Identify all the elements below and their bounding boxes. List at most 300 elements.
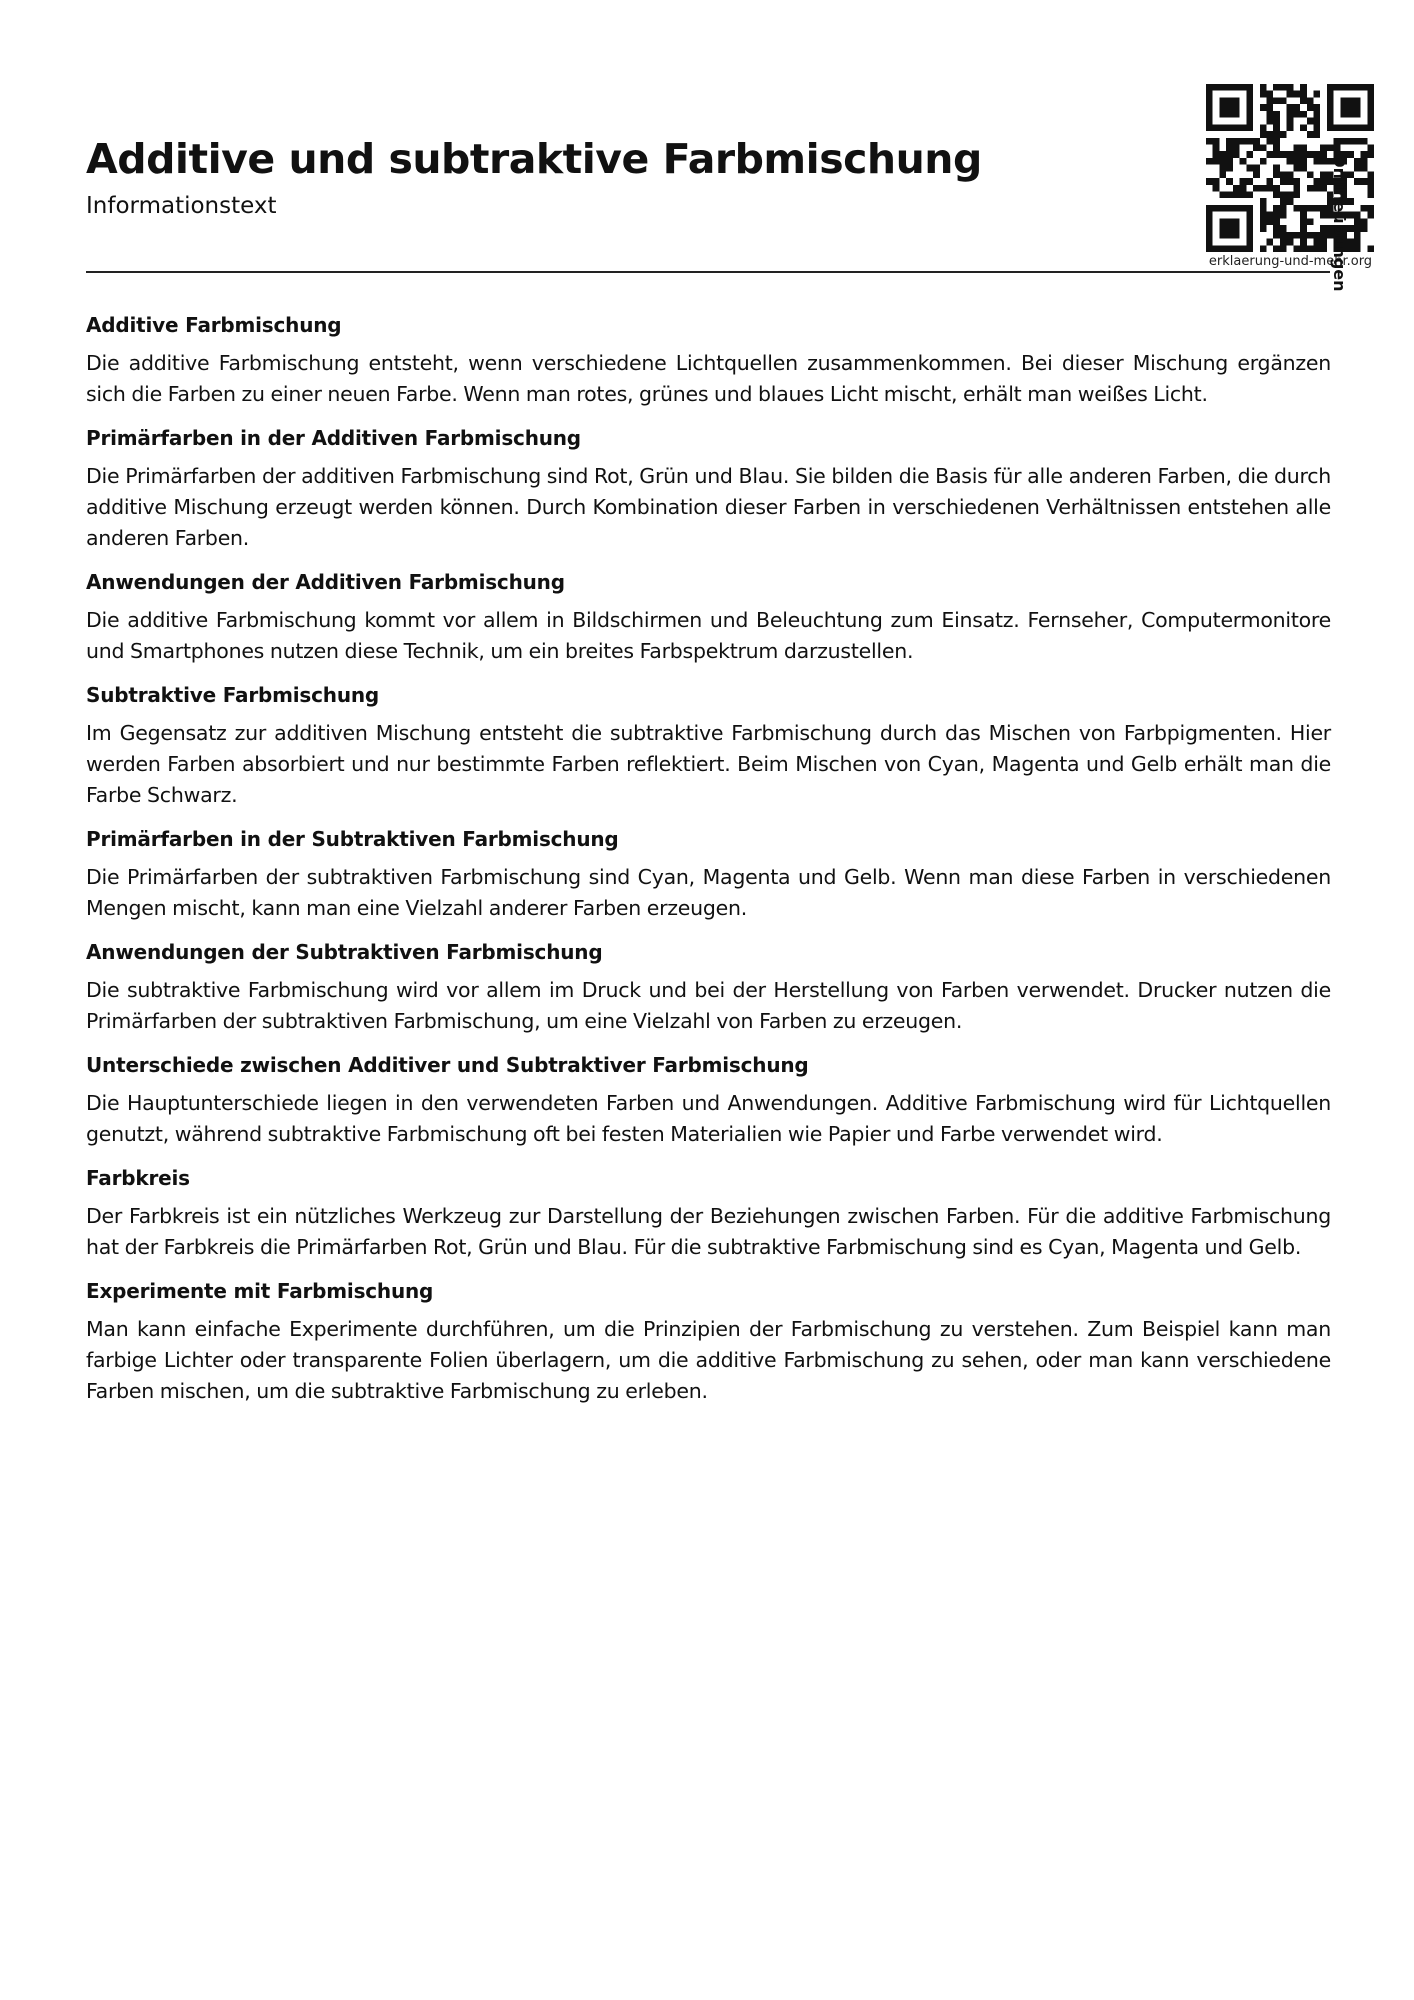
qr-module (1260, 91, 1267, 98)
qr-module (1246, 138, 1253, 145)
qr-module (1273, 97, 1280, 104)
qr-module (1240, 158, 1247, 165)
qr-module (1307, 218, 1314, 225)
qr-module (1246, 84, 1253, 91)
qr-module (1300, 158, 1307, 165)
section-heading: Primärfarben in der Subtraktiven Farbmischung (86, 827, 619, 851)
qr-module (1307, 171, 1314, 178)
qr-module (1307, 151, 1314, 158)
qr-module (1293, 111, 1300, 118)
qr-module (1266, 91, 1273, 98)
qr-module (1266, 178, 1273, 185)
qr-module (1206, 138, 1213, 145)
qr-module (1219, 205, 1226, 212)
qr-module (1327, 144, 1334, 151)
qr-module (1334, 124, 1341, 131)
qr-module (1354, 104, 1361, 111)
qr-module (1280, 232, 1287, 239)
qr-module (1226, 158, 1233, 165)
qr-module (1340, 97, 1347, 104)
qr-module (1233, 151, 1240, 158)
qr-module (1307, 232, 1314, 239)
qr-module (1266, 111, 1273, 118)
qr-module (1287, 198, 1294, 205)
qr-module (1273, 185, 1280, 192)
qr-module (1273, 144, 1280, 151)
qr-module (1266, 97, 1273, 104)
qr-module (1213, 205, 1220, 212)
qr-module (1246, 239, 1253, 246)
qr-module (1280, 97, 1287, 104)
qr-module (1293, 245, 1300, 252)
qr-module (1246, 111, 1253, 118)
qr-module (1300, 97, 1307, 104)
section-color-wheel (86, 1163, 1331, 1263)
qr-module (1280, 151, 1287, 158)
qr-module (1280, 84, 1287, 91)
qr-module (1246, 232, 1253, 239)
qr-module (1233, 185, 1240, 192)
qr-module (1327, 97, 1334, 104)
qr-module (1361, 178, 1368, 185)
qr-module (1293, 104, 1300, 111)
section-heading: Experimente mit Farbmischung (86, 1279, 434, 1303)
qr-module (1266, 118, 1273, 125)
qr-module (1233, 111, 1240, 118)
qr-module (1219, 97, 1226, 104)
qr-module (1307, 118, 1314, 125)
qr-module (1293, 232, 1300, 239)
qr-module (1219, 124, 1226, 131)
qr-module (1219, 232, 1226, 239)
qr-module (1367, 171, 1374, 178)
qr-module (1246, 151, 1253, 158)
qr-module (1246, 225, 1253, 232)
qr-module (1213, 84, 1220, 91)
qr-module (1367, 91, 1374, 98)
section-additive (86, 310, 1331, 410)
qr-module (1266, 218, 1273, 225)
qr-module (1226, 104, 1233, 111)
qr-module (1280, 212, 1287, 219)
qr-module (1300, 205, 1307, 212)
qr-module (1340, 84, 1347, 91)
qr-module (1293, 185, 1300, 192)
qr-module (1293, 91, 1300, 98)
qr-module (1219, 171, 1226, 178)
qr-module (1354, 158, 1361, 165)
qr-module (1233, 104, 1240, 111)
qr-module (1354, 212, 1361, 219)
qr-module (1240, 192, 1247, 199)
qr-module (1300, 91, 1307, 98)
qr-module (1233, 97, 1240, 104)
qr-module (1233, 192, 1240, 199)
qr-module (1206, 124, 1213, 131)
qr-module (1314, 104, 1321, 111)
qr-module (1273, 84, 1280, 91)
qr-module (1300, 165, 1307, 172)
qr-module (1367, 151, 1374, 158)
qr-module (1367, 245, 1374, 252)
qr-module (1226, 192, 1233, 199)
qr-module (1293, 151, 1300, 158)
qr-module (1226, 165, 1233, 172)
qr-module (1367, 118, 1374, 125)
qr-module (1354, 225, 1361, 232)
qr-module (1233, 245, 1240, 252)
qr-module (1314, 185, 1321, 192)
qr-side-label: Onlineübungen (1330, 154, 1349, 292)
qr-module (1354, 239, 1361, 246)
section-additive-primaries (86, 423, 1331, 554)
qr-module (1240, 205, 1247, 212)
qr-module (1287, 239, 1294, 246)
qr-module (1273, 131, 1280, 138)
qr-module (1246, 245, 1253, 252)
qr-module (1280, 198, 1287, 205)
section-heading: Subtraktive Farbmischung (86, 683, 380, 707)
qr-module (1246, 104, 1253, 111)
qr-module (1367, 192, 1374, 199)
qr-module (1287, 178, 1294, 185)
qr-module (1314, 239, 1321, 246)
qr-module (1206, 158, 1213, 165)
qr-module (1273, 218, 1280, 225)
qr-module (1273, 225, 1280, 232)
qr-module (1300, 225, 1307, 232)
qr-module (1233, 232, 1240, 239)
qr-module (1367, 212, 1374, 219)
qr-module (1273, 212, 1280, 219)
header-divider (86, 271, 1330, 273)
qr-module (1206, 205, 1213, 212)
section-paragraph: Die subtraktive Farbmischung wird vor allem im Druck und bei der Herstellung von Farben verwendet. Drucker nutzen die Primärfarben der subtraktiven Farbmischung, um eine Vielzahl von Farben zu erzeugen. (86, 978, 1331, 1033)
qr-module (1361, 165, 1368, 172)
qr-module (1354, 218, 1361, 225)
qr-module (1233, 205, 1240, 212)
qr-module (1266, 239, 1273, 246)
qr-module (1233, 138, 1240, 145)
qr-module (1361, 225, 1368, 232)
section-heading: Additive Farbmischung (86, 313, 342, 337)
document-body (86, 310, 1331, 1420)
qr-module (1226, 151, 1233, 158)
qr-module (1287, 232, 1294, 239)
section-paragraph: Die Primärfarben der subtraktiven Farbmischung sind Cyan, Magenta und Gelb. Wenn man diese Farben in verschiedenen Mengen mischt, kann man eine Vielzahl anderer Farben erzeugen. (86, 865, 1331, 920)
qr-module (1327, 104, 1334, 111)
section-paragraph: Die additive Farbmischung entsteht, wenn verschiedene Lichtquellen zusammenkommen. Bei dieser Mischung ergänzen sich die Farben zu einer neuen Farbe. Wenn man rotes, grünes und blaues Licht mischt, erhält man weißes Licht. (86, 351, 1331, 406)
qr-module (1300, 212, 1307, 219)
qr-module (1240, 245, 1247, 252)
qr-module (1266, 212, 1273, 219)
qr-module (1226, 84, 1233, 91)
qr-module (1273, 245, 1280, 252)
qr-module (1233, 218, 1240, 225)
qr-module (1340, 104, 1347, 111)
section-additive-applications (86, 567, 1331, 667)
qr-module (1206, 118, 1213, 125)
qr-module (1300, 232, 1307, 239)
section-paragraph: Man kann einfache Experimente durchführen, um die Prinzipien der Farbmischung zu verstehen. Zum Beispiel kann man farbige Lichter oder transparente Folien überlagern, um die additive Farbmischung zu sehen, oder man kann verschiedene Farben mischen, um die subtraktive Farbmischung zu erleben. (86, 1317, 1331, 1403)
qr-module (1226, 138, 1233, 145)
qr-module (1240, 138, 1247, 145)
qr-module (1260, 198, 1267, 205)
qr-module (1280, 131, 1287, 138)
qr-module (1219, 84, 1226, 91)
qr-module (1347, 104, 1354, 111)
qr-module (1354, 165, 1361, 172)
qr-module (1226, 97, 1233, 104)
qr-module (1253, 171, 1260, 178)
section-paragraph: Die additive Farbmischung kommt vor allem in Bildschirmen und Beleuchtung zum Einsatz. Fernseher, Computermonitore und Smartphones nutzen diese Technik, um ein breites Farbspektrum darzustellen. (86, 608, 1331, 663)
qr-module (1293, 144, 1300, 151)
qr-module (1233, 144, 1240, 151)
qr-url-label[interactable]: erklaerung-und-mehr.org (1208, 254, 1373, 269)
qr-module (1213, 185, 1220, 192)
qr-module (1273, 151, 1280, 158)
qr-module (1226, 111, 1233, 118)
qr-module (1219, 165, 1226, 172)
qr-module (1287, 84, 1294, 91)
qr-module (1206, 218, 1213, 225)
qr-module (1361, 151, 1368, 158)
qr-module (1314, 131, 1321, 138)
section-differences (86, 1050, 1331, 1150)
qr-module (1293, 178, 1300, 185)
qr-module (1347, 111, 1354, 118)
qr-module (1253, 138, 1260, 145)
qr-module (1206, 232, 1213, 239)
qr-module (1206, 104, 1213, 111)
qr-module (1334, 138, 1341, 145)
qr-module (1219, 225, 1226, 232)
qr-module (1260, 131, 1267, 138)
qr-module (1266, 104, 1273, 111)
qr-module (1273, 165, 1280, 172)
qr-module (1354, 245, 1361, 252)
qr-module (1314, 111, 1321, 118)
qr-module (1213, 124, 1220, 131)
qr-module (1219, 111, 1226, 118)
qr-module (1307, 97, 1314, 104)
qr-module (1273, 124, 1280, 131)
qr-module (1206, 225, 1213, 232)
qr-module (1246, 178, 1253, 185)
qr-module (1354, 124, 1361, 131)
qr-module (1354, 111, 1361, 118)
qr-module (1266, 185, 1273, 192)
qr-module (1206, 178, 1213, 185)
section-subtractive (86, 680, 1331, 811)
qr-module (1280, 239, 1287, 246)
qr-module (1334, 144, 1341, 151)
qr-module (1367, 205, 1374, 212)
qr-module (1260, 245, 1267, 252)
qr-module (1240, 84, 1247, 91)
qr-module (1213, 144, 1220, 151)
section-subtractive-applications (86, 937, 1331, 1037)
qr-module (1226, 205, 1233, 212)
qr-module (1307, 104, 1314, 111)
qr-module (1361, 218, 1368, 225)
qr-module (1314, 158, 1321, 165)
qr-module (1314, 178, 1321, 185)
qr-module (1280, 205, 1287, 212)
qr-module (1367, 84, 1374, 91)
qr-module (1361, 124, 1368, 131)
qr-module (1233, 84, 1240, 91)
qr-module (1300, 245, 1307, 252)
qr-module (1293, 165, 1300, 172)
qr-module (1314, 151, 1321, 158)
section-heading: Unterschiede zwischen Additiver und Subtraktiver Farbmischung (86, 1053, 809, 1077)
qr-module (1206, 245, 1213, 252)
qr-module (1206, 97, 1213, 104)
qr-module (1219, 104, 1226, 111)
qr-module (1206, 111, 1213, 118)
qr-module (1287, 118, 1294, 125)
qr-module (1314, 245, 1321, 252)
qr-module (1314, 205, 1321, 212)
qr-module (1246, 165, 1253, 172)
qr-module (1287, 124, 1294, 131)
qr-module (1213, 178, 1220, 185)
section-paragraph: Die Hauptunterschiede liegen in den verwendeten Farben und Anwendungen. Additive Farbmischung wird für Lichtquellen genutzt, während subtraktive Farbmischung oft bei festen Materialien wie Papier und Farbe verwendet wird. (86, 1091, 1331, 1146)
qr-module (1287, 111, 1294, 118)
qr-module (1361, 158, 1368, 165)
qr-module (1260, 144, 1267, 151)
qr-module (1327, 84, 1334, 91)
qr-module (1354, 178, 1361, 185)
page-subtitle: Informationstext (86, 193, 277, 219)
qr-module (1226, 144, 1233, 151)
qr-module (1246, 192, 1253, 199)
qr-module (1260, 124, 1267, 131)
qr-module (1280, 245, 1287, 252)
qr-module (1246, 124, 1253, 131)
qr-module (1307, 205, 1314, 212)
qr-module (1266, 138, 1273, 145)
qr-module (1246, 118, 1253, 125)
qr-module (1273, 138, 1280, 145)
qr-module (1260, 212, 1267, 219)
qr-module (1233, 124, 1240, 131)
qr-module (1273, 118, 1280, 125)
qr-module (1340, 138, 1347, 145)
qr-module (1213, 158, 1220, 165)
qr-module (1219, 218, 1226, 225)
qr-module (1340, 111, 1347, 118)
qr-module (1266, 151, 1273, 158)
qr-module (1354, 97, 1361, 104)
qr-module (1361, 84, 1368, 91)
qr-module (1287, 91, 1294, 98)
section-paragraph: Im Gegensatz zur additiven Mischung entsteht die subtraktive Farbmischung durch das Mischen von Farbpigmenten. Hier werden Farben absorbiert und nur bestimmte Farben reflektiert. Beim Mischen von Cyan, Magenta und Gelb erhält man die Farbe Schwarz. (86, 721, 1331, 807)
qr-module (1307, 245, 1314, 252)
qr-module (1307, 131, 1314, 138)
qr-module (1273, 232, 1280, 239)
qr-module (1300, 218, 1307, 225)
qr-module (1213, 138, 1220, 145)
section-heading: Anwendungen der Subtraktiven Farbmischung (86, 940, 603, 964)
qr-module (1246, 91, 1253, 98)
qr-module (1300, 151, 1307, 158)
qr-module (1300, 239, 1307, 246)
qr-module (1206, 91, 1213, 98)
qr-module (1219, 151, 1226, 158)
section-heading: Primärfarben in der Additiven Farbmischung (86, 426, 581, 450)
qr-module (1307, 185, 1314, 192)
qr-module (1314, 232, 1321, 239)
qr-module (1226, 218, 1233, 225)
qr-module (1314, 118, 1321, 125)
qr-module (1354, 138, 1361, 145)
qr-module (1314, 124, 1321, 131)
qr-module (1367, 178, 1374, 185)
qr-module (1226, 225, 1233, 232)
qr-module (1260, 104, 1267, 111)
qr-block (1123, 80, 1373, 292)
qr-module (1327, 124, 1334, 131)
qr-module (1347, 84, 1354, 91)
qr-module (1280, 192, 1287, 199)
qr-module (1300, 124, 1307, 131)
qr-module (1347, 138, 1354, 145)
qr-module (1347, 124, 1354, 131)
qr-module (1300, 144, 1307, 151)
qr-module (1367, 185, 1374, 192)
qr-module (1273, 111, 1280, 118)
qr-module (1327, 91, 1334, 98)
qr-module (1253, 144, 1260, 151)
qr-module (1260, 225, 1267, 232)
section-experiments (86, 1276, 1331, 1407)
qr-module (1266, 131, 1273, 138)
qr-module (1327, 111, 1334, 118)
qr-module (1300, 84, 1307, 91)
section-subtractive-primaries (86, 824, 1331, 924)
qr-module (1240, 185, 1247, 192)
qr-module (1287, 151, 1294, 158)
qr-module (1287, 104, 1294, 111)
qr-module (1233, 225, 1240, 232)
qr-module (1253, 185, 1260, 192)
qr-module (1300, 111, 1307, 118)
qr-module (1246, 97, 1253, 104)
qr-module (1361, 205, 1368, 212)
qr-module (1219, 245, 1226, 252)
qr-module (1367, 144, 1374, 151)
qr-module (1327, 118, 1334, 125)
qr-module (1320, 144, 1327, 151)
qr-module (1280, 225, 1287, 232)
qr-module (1293, 158, 1300, 165)
qr-module (1226, 232, 1233, 239)
qr-module (1260, 158, 1267, 165)
qr-module (1354, 84, 1361, 91)
qr-module (1260, 185, 1267, 192)
qr-module (1273, 192, 1280, 199)
section-heading: Farbkreis (86, 1166, 190, 1190)
qr-module (1293, 192, 1300, 199)
qr-module (1347, 97, 1354, 104)
qr-module (1219, 158, 1226, 165)
qr-module (1240, 178, 1247, 185)
section-heading: Anwendungen der Additiven Farbmischung (86, 570, 565, 594)
qr-module (1367, 97, 1374, 104)
section-paragraph: Der Farbkreis ist ein nützliches Werkzeug zur Darstellung der Beziehungen zwischen Farben. Für die additive Farbmischung hat der Farbkreis die Primärfarben Rot, Grün und Blau. Für die subtraktive Farbmischung sind es Cyan, Magenta und Gelb. (86, 1204, 1331, 1259)
